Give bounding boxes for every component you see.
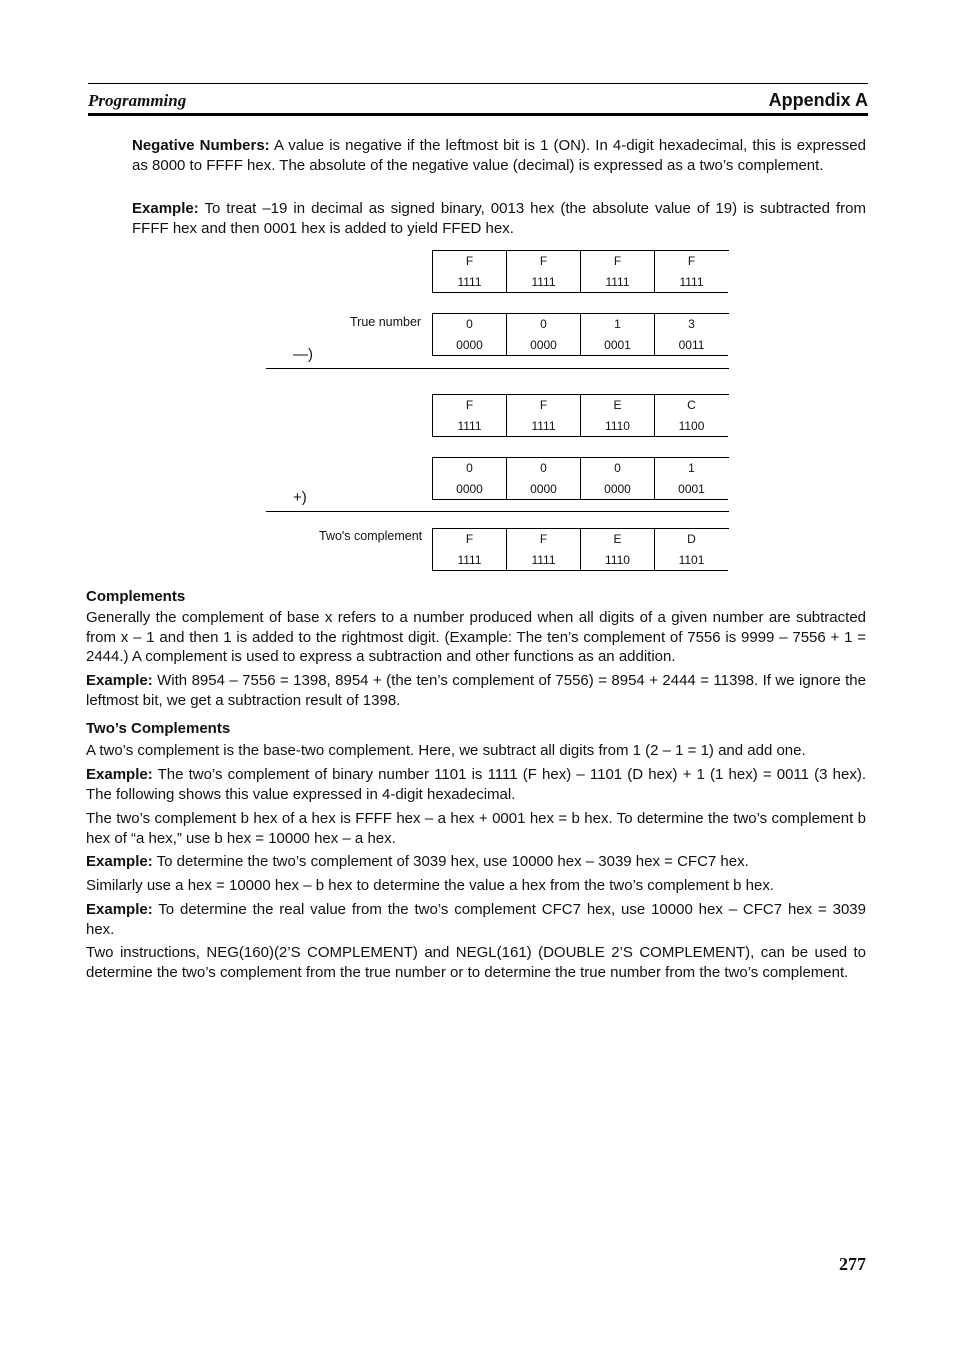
bin-cell: 1111 xyxy=(506,550,580,571)
bin-cell: 0000 xyxy=(432,479,506,500)
hex-cell: 0 xyxy=(432,458,506,479)
bin-cell: 1110 xyxy=(580,416,654,437)
hex-cell: F xyxy=(654,251,728,272)
example-text: To determine the real value from the two’s complement CFC7 hex, use 10000 hex – CFC7 hex = 3039 hex. xyxy=(86,901,866,938)
bin-cell: 1110 xyxy=(580,550,654,571)
complements-example xyxy=(86,671,866,710)
hex-cell: F xyxy=(432,529,506,550)
negative-numbers-paragraph xyxy=(132,136,866,175)
hex-cell: D xyxy=(654,529,728,550)
example-text: With 8954 – 7556 = 1398, 8954 + (the ten’s complement of 7556) = 8954 + 2444 = 11398. If we ignore the leftmost bit, we get a subtraction result of 1398. xyxy=(86,672,866,709)
hex-cell: F xyxy=(506,395,580,416)
twos-complement-label: Two's complement xyxy=(319,529,423,543)
example-text: The two’s complement of binary number 1101 is 1111 (F hex) – 1101 (D hex) + 1 (1 hex) = 0011 (3 hex). The following shows this value expressed in 4-digit hexadecimal. xyxy=(86,766,866,803)
bin-cell: 0001 xyxy=(580,335,654,356)
add-operator: +) xyxy=(293,489,307,506)
hex-block-0013 xyxy=(432,313,729,358)
negative-numbers-text: A value is negative if the leftmost bit is 1 (ON). In 4-digit hexadecimal, this is expressed as 8000 to FFFF hex. The absolute of the negative value (decimal) is expressed as a two’s complement. xyxy=(132,137,866,174)
bin-cell: 1111 xyxy=(432,550,506,571)
bin-cell: 1111 xyxy=(506,272,580,293)
bin-cell: 0001 xyxy=(654,479,728,500)
bin-cell: 0000 xyxy=(506,479,580,500)
example-text: To treat –19 in decimal as signed binary, 0013 hex (the absolute value of 19) is subtracted from FFFF hex and then 0001 hex is added to yield FFED hex. xyxy=(132,200,866,237)
section-title: Programming xyxy=(88,91,187,110)
hex-cell: 0 xyxy=(506,314,580,335)
bin-cell: 1111 xyxy=(506,416,580,437)
bin-cell: 0000 xyxy=(432,335,506,356)
hex-block-ffed xyxy=(432,528,729,573)
bin-cell: 1111 xyxy=(432,272,506,293)
bin-cell: 1101 xyxy=(654,550,728,571)
example-label: Example: xyxy=(132,200,199,217)
example-label: Example: xyxy=(86,901,153,918)
complements-paragraph: Generally the complement of base x refers to a number produced when all digits of a given number are subtracted from x – 1 and then 1 is added to the rightmost digit. (Example: The ten’s complement of 7556 is 9999 – 7556 + 1 = 2444.) A complement is used to express a subtraction and other functions as an addition. xyxy=(86,609,866,665)
negative-numbers-label: Negative Numbers: xyxy=(132,137,270,154)
example-label: Example: xyxy=(86,766,153,783)
bin-cell: 1100 xyxy=(654,416,728,437)
hex-cell: 1 xyxy=(580,314,654,335)
subtract-operator: —) xyxy=(293,346,313,363)
example-label: Example: xyxy=(86,853,153,870)
example-label: Example: xyxy=(86,672,153,689)
hex-cell: 0 xyxy=(432,314,506,335)
twos-example-1 xyxy=(86,765,866,804)
hex-block-ffff xyxy=(432,250,729,295)
hex-cell: 0 xyxy=(580,458,654,479)
hex-cell: E xyxy=(580,395,654,416)
result-rule xyxy=(266,511,729,512)
twos-paragraph-1: A two’s complement is the base-two complement. Here, we subtract all digits from 1 (2 – 1 = 1) and add one. xyxy=(86,742,806,759)
hex-cell: F xyxy=(432,251,506,272)
hex-cell: F xyxy=(506,251,580,272)
example-paragraph-1 xyxy=(132,199,866,238)
bin-cell: 1111 xyxy=(654,272,728,293)
hex-cell: 3 xyxy=(654,314,728,335)
complements-heading: Complements xyxy=(86,588,186,605)
hex-block-ffec xyxy=(432,394,729,439)
twos-paragraph-3: Similarly use a hex = 10000 hex – b hex to determine the value a hex from the two’s complement b hex. xyxy=(86,877,775,894)
true-number-label: True number xyxy=(350,315,422,329)
twos-complements-heading: Two’s Complements xyxy=(86,720,231,737)
hex-block-0001 xyxy=(432,457,729,502)
page-header xyxy=(88,83,868,116)
twos-example-2 xyxy=(86,852,866,872)
bin-cell: 0011 xyxy=(654,335,728,356)
hex-cell: F xyxy=(580,251,654,272)
twos-paragraph-4: Two instructions, NEG(160)(2’S COMPLEMENT) and NEGL(161) (DOUBLE 2’S COMPLEMENT), can be used to determine the two’s complement from the true number or to determine the true number from the two’s complement. xyxy=(86,944,866,981)
bin-cell: 1111 xyxy=(432,416,506,437)
bin-cell: 1111 xyxy=(580,272,654,293)
bin-cell: 0000 xyxy=(580,479,654,500)
hex-cell: C xyxy=(654,395,728,416)
hex-cell: 1 xyxy=(654,458,728,479)
bin-cell: 0000 xyxy=(506,335,580,356)
hex-cell: 0 xyxy=(506,458,580,479)
example-text: To determine the two’s complement of 3039 hex, use 10000 hex – 3039 hex = CFC7 hex. xyxy=(152,853,749,870)
hex-cell: E xyxy=(580,529,654,550)
hex-cell: F xyxy=(432,395,506,416)
twos-example-3 xyxy=(86,900,866,939)
hex-cell: F xyxy=(506,529,580,550)
result-rule xyxy=(266,368,729,369)
twos-paragraph-2: The two’s complement b hex of a hex is FFFF hex – a hex + 0001 hex = b hex. To determine the two’s complement b hex of “a hex,” use b hex = 10000 hex – a hex. xyxy=(86,810,866,847)
page-number: 277 xyxy=(839,1254,866,1274)
appendix-title: Appendix A xyxy=(768,90,868,110)
